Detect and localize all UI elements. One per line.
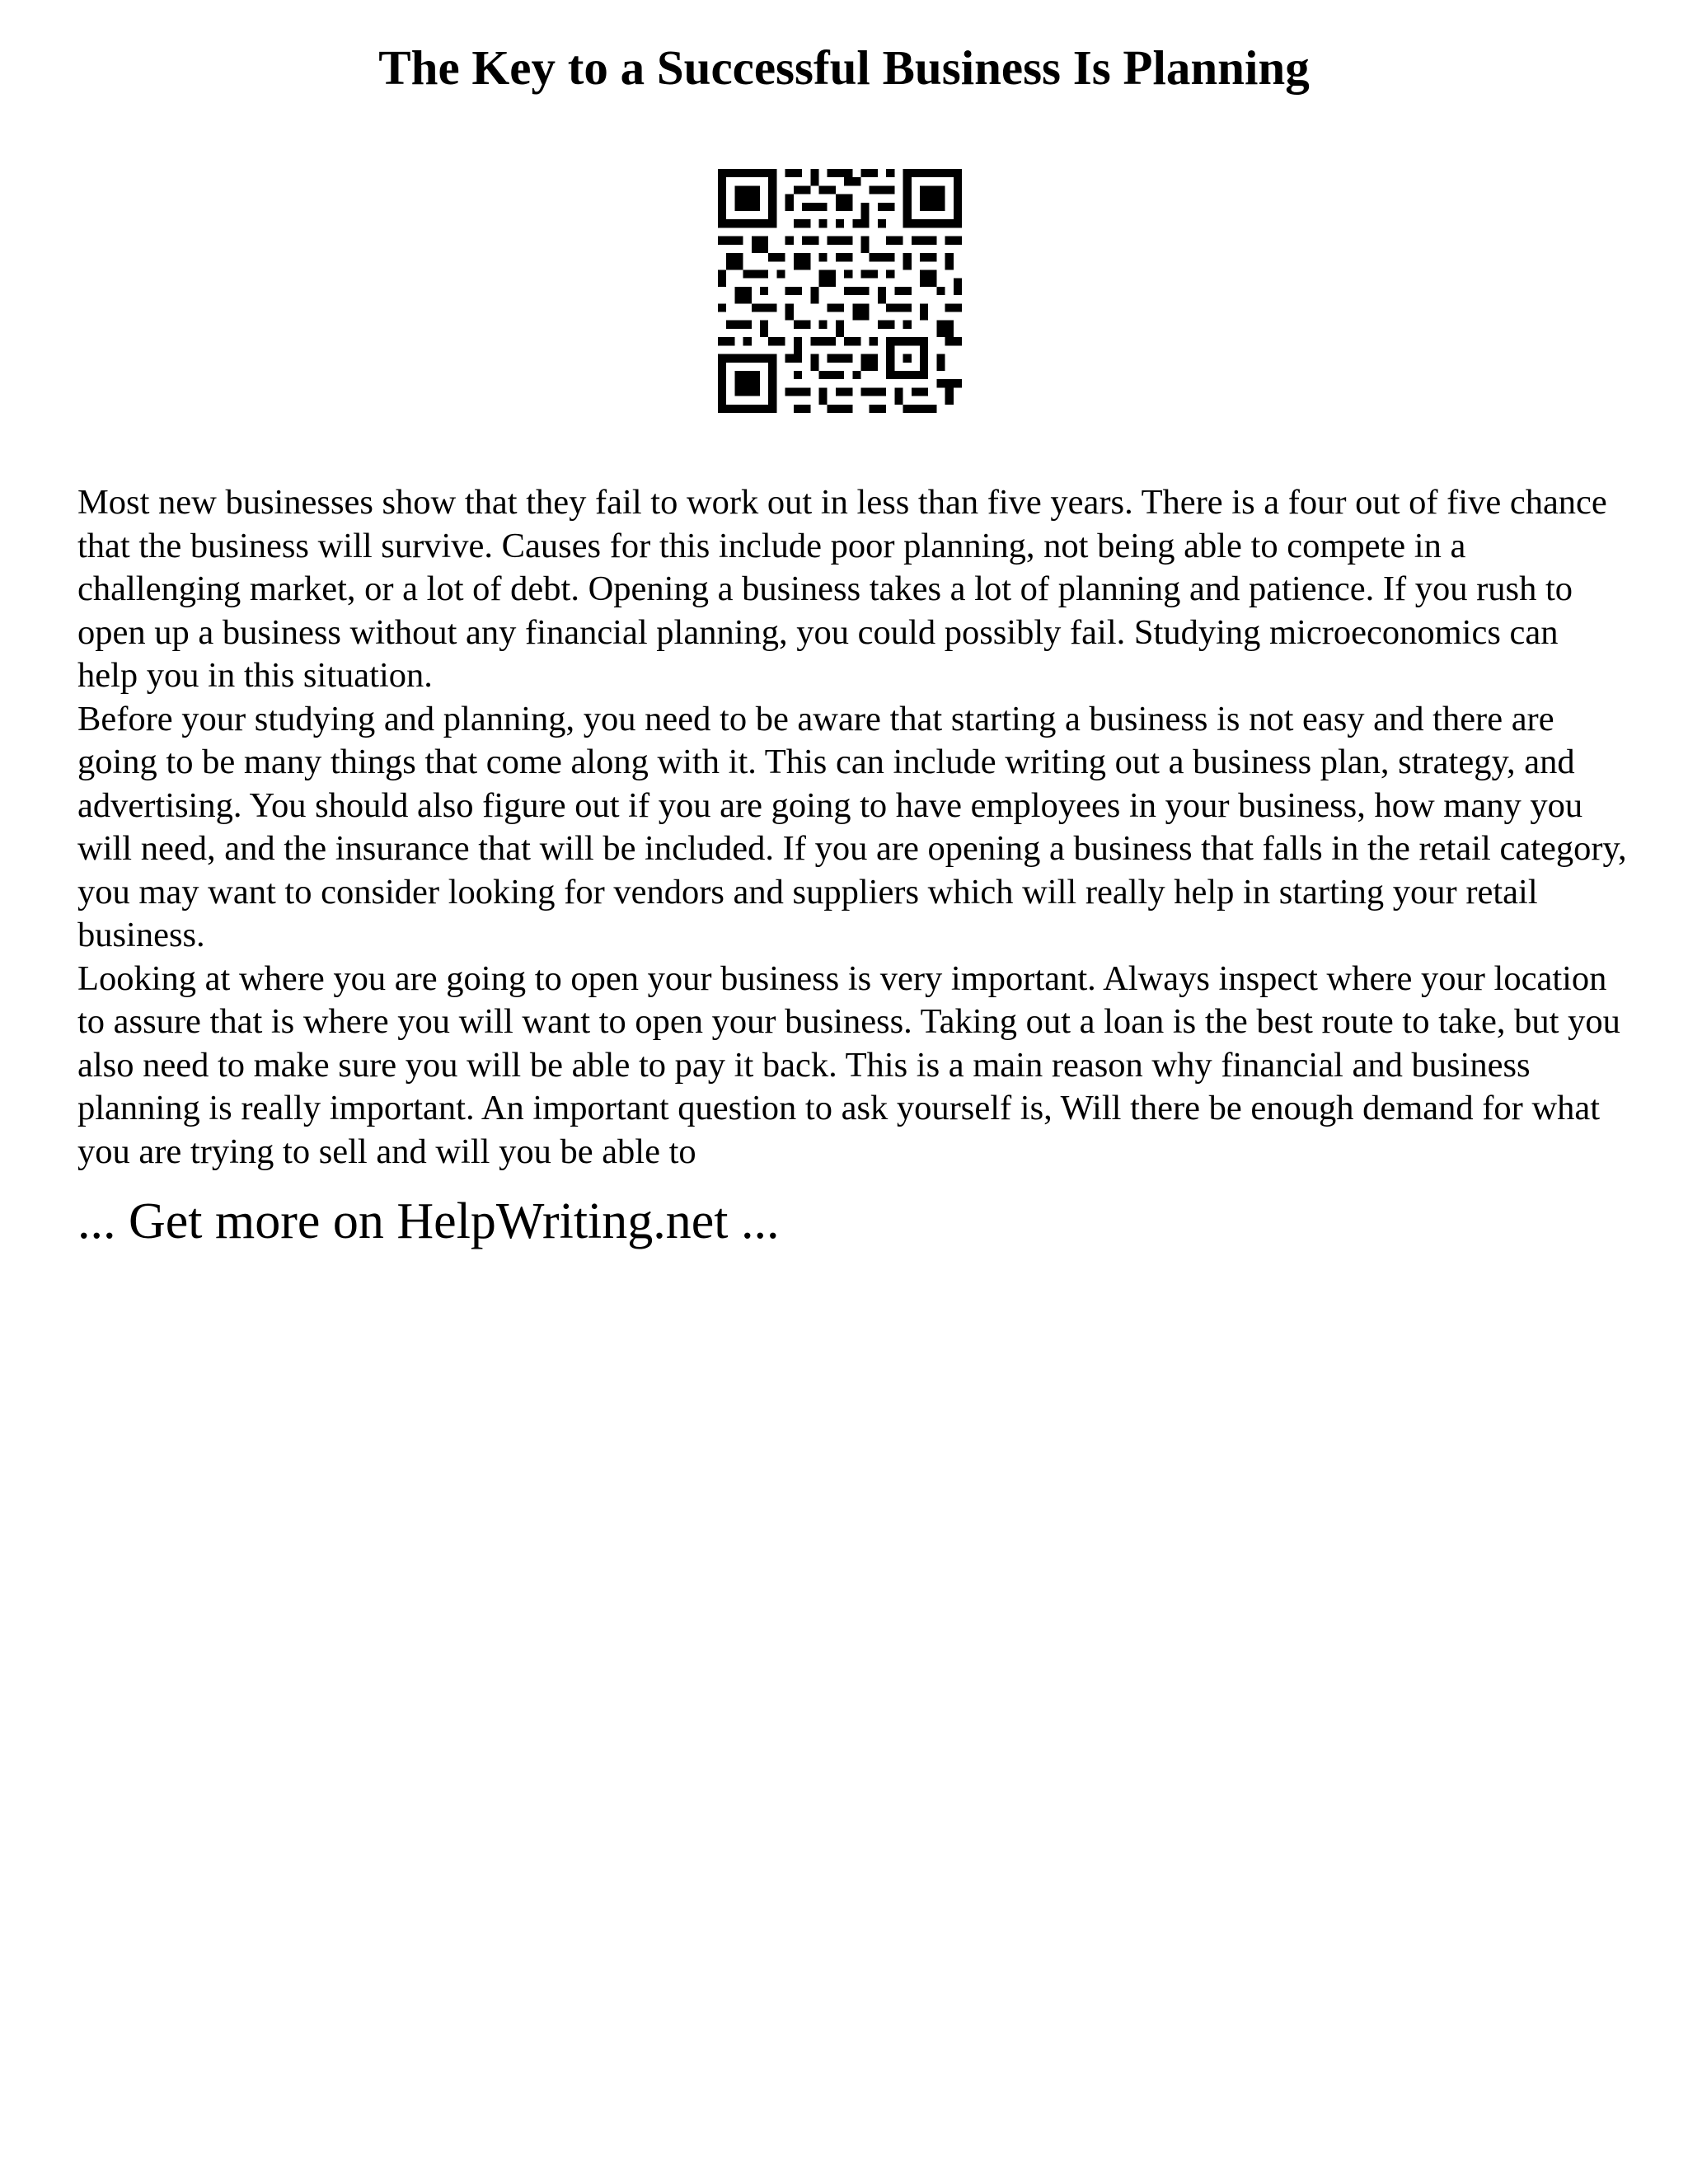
qr-code-image bbox=[718, 169, 962, 413]
paragraph-1: Most new businesses show that they fail to work out in less than five years. There is a four out of five chance that the business will survive. Causes for this include poor planning, not being able to compete in a challenging market, or a lot of debt. Opening a business takes a lot of planning and patience. If you rush to open up a business without any financial planning, you could possibly fail. Studying microeconomics can help you in this situation. bbox=[77, 483, 1607, 695]
document-title: The Key to a Successful Business Is Planning bbox=[378, 40, 1310, 95]
get-more-link[interactable]: ... Get more on HelpWriting.net ... bbox=[77, 1193, 780, 1249]
paragraph-2: Before your studying and planning, you need to be aware that starting a business is not easy and there are going to be many things that come along with it. This can include writing out a business plan, strategy, and advertising. You should also figure out if you are going to have employees in your business, how many you will need, and the insurance that will be included. If you are opening a business that falls in the retail category, you may want to consider looking for vendors and suppliers which will really help in starting your retail business. bbox=[77, 699, 1627, 954]
paragraph-3: Looking at where you are going to open your business is very important. Always inspect where your location to assure that is where you will want to open your business. Taking out a loan is the best route to take, but you also need to make sure you will be able to pay it back. This is a main reason why financial and business planning is really important. An important question to ask yourself is, Will there be enough demand for what you are trying to sell and will you be able to bbox=[77, 958, 1620, 1171]
article-body bbox=[77, 481, 1627, 1174]
